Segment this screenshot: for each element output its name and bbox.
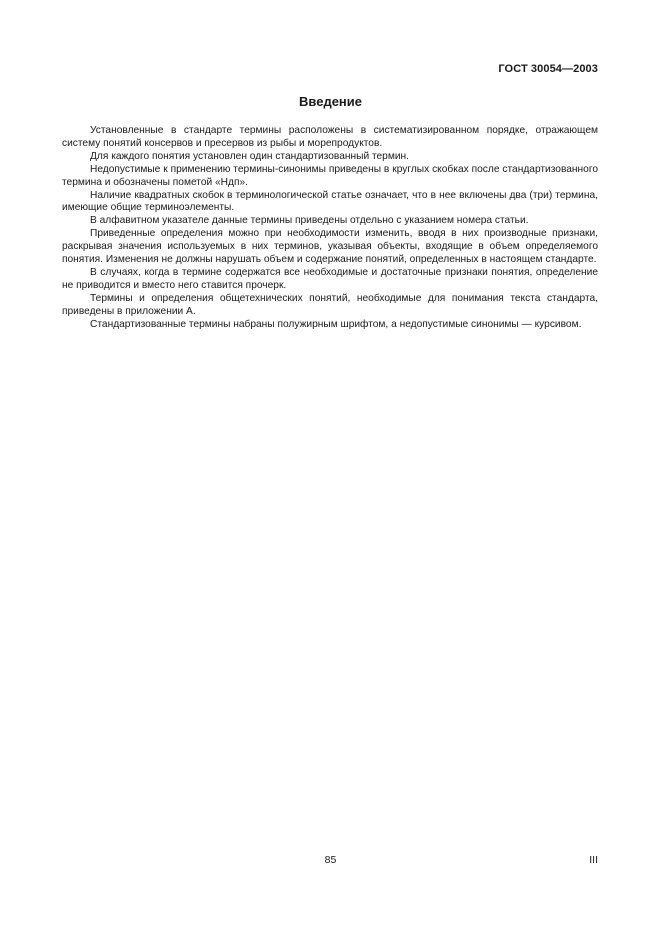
paragraph: Для каждого понятия установлен один стандартизованный термин. [90,150,409,162]
paragraph: Установленные в стандарте термины расположены в систематизированном порядке, отражающем систему понятий консервов и пресервов из рыбы и морепродуктов. [62,125,598,149]
paragraph: Термины и определения общетехнических понятий, необходимые для понимания текста стандарта, приведены в приложении А. [62,292,598,317]
roman-page-number: III [589,854,598,866]
introduction-body [62,125,598,332]
document-code: ГОСТ 30054—2003 [498,63,598,75]
page-number: 85 [324,854,337,866]
paragraph: Стандартизованные термины набраны полужирным шрифтом, а недопустимые синонимы — курсивом. [90,318,582,330]
paragraph: В случаях, когда в термине содержатся все необходимые и достаточные признаки понятия, определение не приводится и вместо него ставится прочерк. [62,266,598,291]
page-title: Введение [299,94,362,109]
paragraph: Наличие квадратных скобок в терминологической статье означает, что в нее включены два (три) термина, имеющие общие терминоэлементы. [62,189,598,214]
paragraph: Приведенные определения можно при необходимости изменить, вводя в них производные признаки, раскрывая значения используемых в них терминов, указывая объекты, входящие в объем определяемого понятия. Изменения не должны нарушать объем и содержание понятий, определенных в настоящем стандарте. [62,228,598,266]
paragraph: В алфавитном указателе данные термины приведены отдельно с указанием номера статьи. [90,215,529,227]
paragraph: Недопустимые к применению термины-синонимы приведены в круглых скобках после стандартизованного термина и обозначены пометой «Ндп». [62,163,598,188]
